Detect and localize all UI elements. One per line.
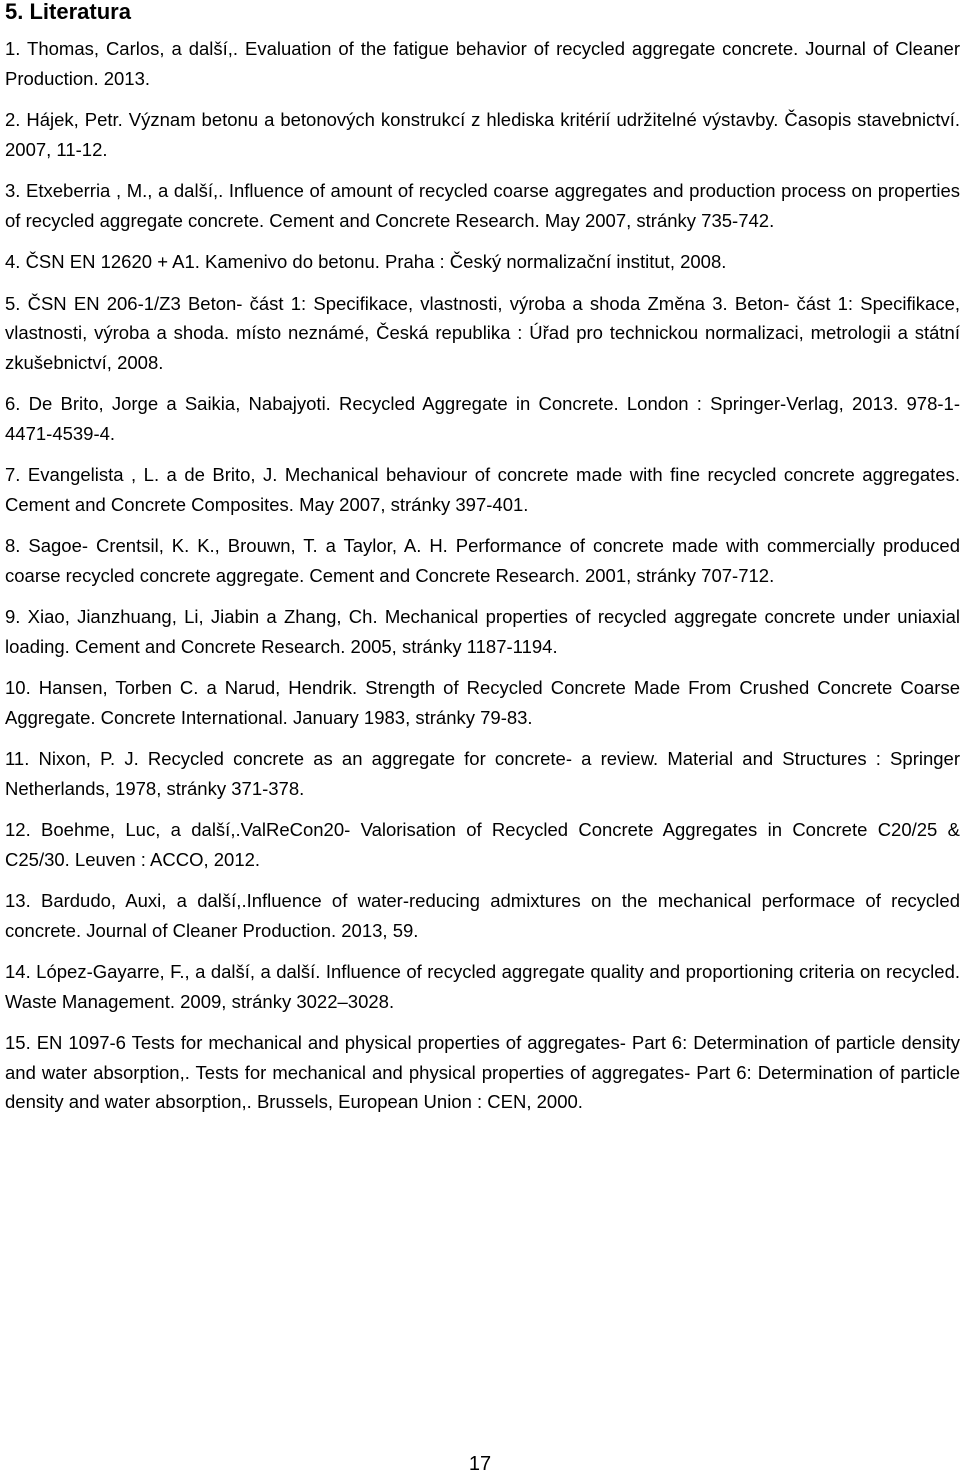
reference-item-13: 13. Bardudo, Auxi, a další,.Influence of water-reducing admixtures on the mechanical performace of recycled concrete. Journal of Cleaner Production. 2013, 59. bbox=[5, 890, 960, 941]
reference-item-11: 11. Nixon, P. J. Recycled concrete as an aggregate for concrete- a review. Material and Structures : Springer Netherlands, 1978, stránky 371-378. bbox=[5, 748, 960, 799]
reference-list bbox=[0, 34, 960, 1129]
reference-item-12: 12. Boehme, Luc, a další,.ValReCon20- Valorisation of Recycled Concrete Aggregates in Concrete C20/25 & C25/30. Leuven : ACCO, 2012. bbox=[5, 819, 960, 870]
reference-item-4: 4. ČSN EN 12620 + A1. Kamenivo do betonu. Praha : Český normalizační institut, 2008. bbox=[5, 251, 727, 272]
reference-item-1: 1. Thomas, Carlos, a další,. Evaluation of the fatigue behavior of recycled aggregate concrete. Journal of Cleaner Production. 2013. bbox=[5, 38, 960, 89]
reference-item-7: 7. Evangelista , L. a de Brito, J. Mechanical behaviour of concrete made with fine recycled concrete aggregates. Cement and Concrete Composites. May 2007, stránky 397-401. bbox=[5, 464, 960, 515]
section-heading: 5. Literatura bbox=[5, 0, 131, 24]
page-number: 17 bbox=[468, 1453, 492, 1475]
reference-item-14: 14. López-Gayarre, F., a další, a další. Influence of recycled aggregate quality and proportioning criteria on recycled. Waste Management. 2009, stránky 3022–3028. bbox=[5, 961, 960, 1012]
reference-item-15: 15. EN 1097-6 Tests for mechanical and physical properties of aggregates- Part 6: Determination of particle density and water absorption,. Tests for mechanical and physical properties of aggregates- Part 6: Determination of particle density and water absorption,. Brussels, European Union : CEN, 2000. bbox=[5, 1032, 960, 1112]
reference-item-6: 6. De Brito, Jorge a Saikia, Nabajyoti. Recycled Aggregate in Concrete. London : Springer-Verlag, 2013. 978-1-4471-4539-4. bbox=[5, 393, 960, 444]
reference-item-9: 9. Xiao, Jianzhuang, Li, Jiabin a Zhang, Ch. Mechanical properties of recycled aggregate concrete under uniaxial loading. Cement and Concrete Research. 2005, stránky 1187-1194. bbox=[5, 606, 960, 657]
reference-item-2: 2. Hájek, Petr. Význam betonu a betonových konstrukcí z hlediska kritérií udržitelné výstavby. Časopis stavebnictví. 2007, 11-12. bbox=[5, 109, 960, 160]
reference-item-3: 3. Etxeberria , M., a další,. Influence of amount of recycled coarse aggregates and production process on properties of recycled aggregate concrete. Cement and Concrete Research. May 2007, stránky 735-742. bbox=[5, 180, 960, 231]
reference-item-10: 10. Hansen, Torben C. a Narud, Hendrik. Strength of Recycled Concrete Made From Crushed Concrete Coarse Aggregate. Concrete International. January 1983, stránky 79-83. bbox=[5, 677, 960, 728]
reference-item-8: 8. Sagoe- Crentsil, K. K., Brouwn, T. a Taylor, A. H. Performance of concrete made with commercially produced coarse recycled concrete aggregate. Cement and Concrete Research. 2001, stránky 707-712. bbox=[5, 535, 960, 586]
reference-item-5: 5. ČSN EN 206-1/Z3 Beton- část 1: Specifikace, vlastnosti, výroba a shoda Změna 3. Beton- část 1: Specifikace, vlastnosti, výroba a shoda. místo neznámé, Česká republika : Úřad pro technickou normalizaci, metrologii a státní zkušebnictví, 2008. bbox=[5, 292, 960, 373]
